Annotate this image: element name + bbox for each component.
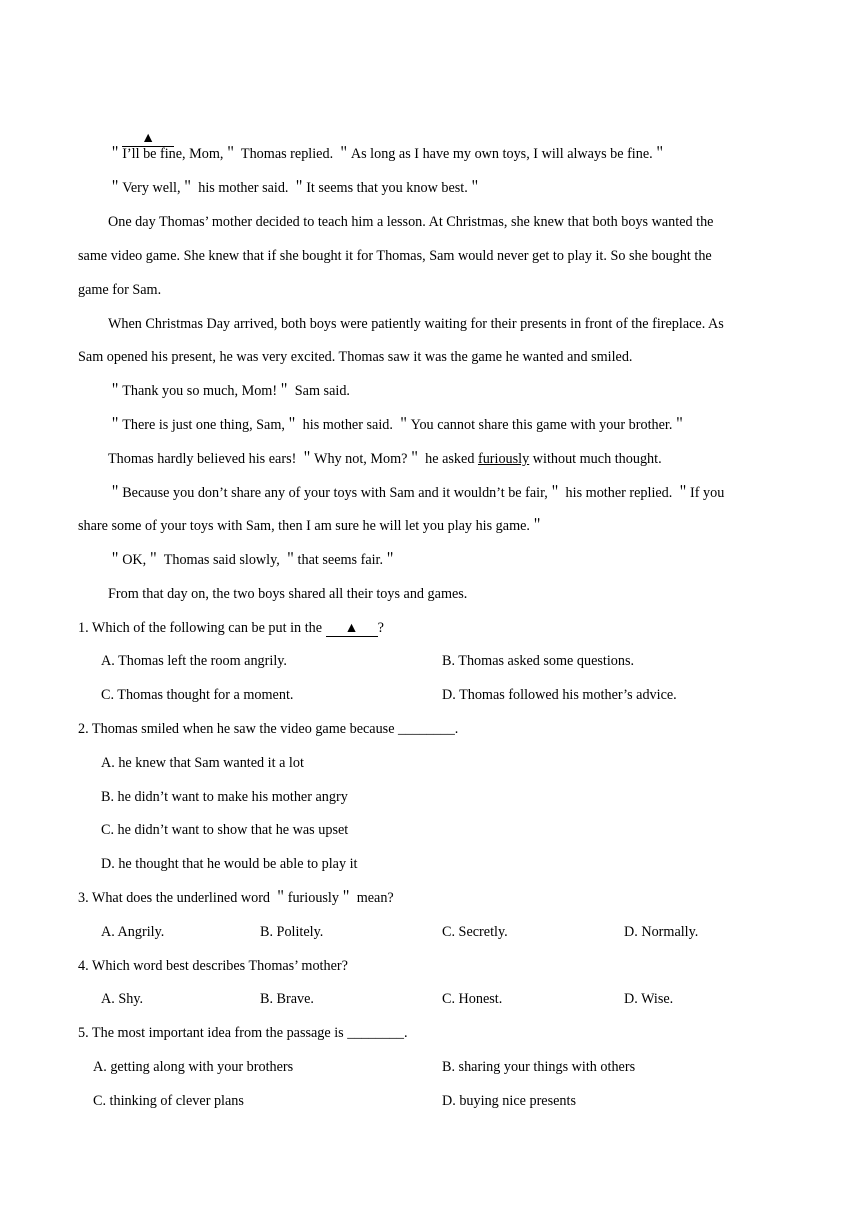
question-stem: 5. The most important idea from the passage is ________.	[78, 1025, 408, 1041]
paragraph-line: Sam opened his present, he was very excited. Thomas saw it was the game he wanted and smiled.	[78, 349, 633, 365]
option-a[interactable]: A. he knew that Sam wanted it a lot	[101, 755, 304, 771]
option-b[interactable]: B. Politely.	[260, 924, 324, 940]
option-b[interactable]: B. Brave.	[260, 991, 314, 1007]
option-b[interactable]: B. Thomas asked some questions.	[442, 653, 635, 669]
option-c[interactable]: C. Honest.	[442, 991, 503, 1007]
option-b[interactable]: B. sharing your things with others	[442, 1059, 636, 1075]
question-stem: 3. What does the underlined word ＂furiously＂ mean?	[78, 890, 394, 906]
paragraph-line: One day Thomas’ mother decided to teach him a lesson. At Christmas, she knew that both boys wanted the	[108, 214, 714, 230]
paragraph-line: same video game. She knew that if she bought it for Thomas, Sam would never get to play it. So she bought the	[78, 248, 712, 264]
question-stem: 4. Which word best describes Thomas’ mother?	[78, 958, 348, 974]
option-a[interactable]: A. Thomas left the room angrily.	[101, 653, 287, 669]
paragraph: ＂There is just one thing, Sam,＂ his mother said. ＂You cannot share this game with your brother.＂	[108, 417, 687, 433]
option-d[interactable]: D. Wise.	[624, 991, 674, 1007]
paragraph: From that day on, the two boys shared all their toys and games.	[108, 586, 468, 602]
option-c[interactable]: C. Thomas thought for a moment.	[101, 687, 294, 703]
paragraph: ＂Thank you so much, Mom!＂ Sam said.	[108, 383, 350, 399]
paragraph-line: ＂Because you don’t share any of your toys with Sam and it wouldn’t be fair,＂ his mother replied. ＂If you	[108, 485, 725, 501]
question-stem: 2. Thomas smiled when he saw the video game because ________.	[78, 721, 459, 737]
paragraph-line: share some of your toys with Sam, then I am sure he will let you play his game.＂	[78, 518, 545, 534]
paragraph-line: When Christmas Day arrived, both boys were patiently waiting for their presents in front of the fireplace. As	[108, 316, 724, 332]
option-d[interactable]: D. he thought that he would be able to play it	[101, 856, 358, 872]
option-d[interactable]: D. Normally.	[624, 924, 699, 940]
option-c[interactable]: C. he didn’t want to show that he was upset	[101, 822, 349, 838]
paragraph: ＂OK,＂ Thomas said slowly, ＂that seems fair.＂	[108, 552, 398, 568]
paragraph-text: without much thought.	[529, 451, 662, 467]
paragraph-line: game for Sam.	[78, 282, 162, 298]
option-b[interactable]: B. he didn’t want to make his mother angry	[101, 789, 348, 805]
paragraph: ＂I’ll be fine, Mom,＂ Thomas replied. ＂As long as I have my own toys, I will always be fine.＂	[108, 146, 667, 162]
option-a[interactable]: A. Shy.	[101, 991, 144, 1007]
option-c[interactable]: C. Secretly.	[442, 924, 508, 940]
triangle-icon: ▲	[326, 620, 378, 637]
option-a[interactable]: A. Angrily.	[101, 924, 165, 940]
option-d[interactable]: D. buying nice presents	[442, 1093, 576, 1109]
option-a[interactable]: A. getting along with your brothers	[93, 1059, 294, 1075]
question-stem: 1. Which of the following can be put in the ▲ ?	[78, 620, 384, 636]
triangle-icon: ▲	[122, 130, 174, 147]
paragraph	[108, 450, 662, 468]
paragraph: ＂Very well,＂ his mother said. ＂It seems that you know best.＂	[108, 180, 482, 196]
option-d[interactable]: D. Thomas followed his mother’s advice.	[442, 687, 677, 703]
underlined-word: furiously	[477, 451, 530, 467]
paragraph-text: Thomas hardly believed his ears! ＂Why not, Mom?＂ he asked	[108, 451, 478, 467]
option-c[interactable]: C. thinking of clever plans	[93, 1093, 244, 1109]
